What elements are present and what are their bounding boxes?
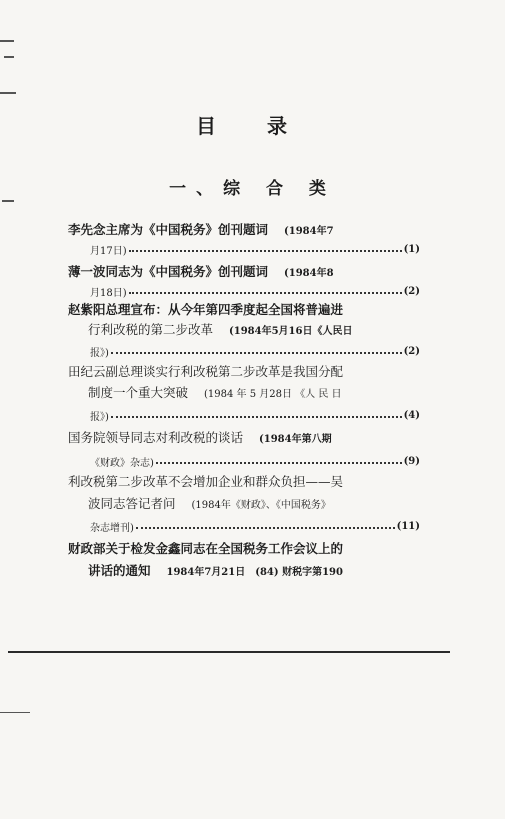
toc-entry-text: 赵紫阳总理宣布：从今年第四季度起全国将普遍进 (68, 302, 344, 317)
toc-entry-dots-line (90, 283, 420, 299)
toc-entry-dots-line (90, 518, 420, 534)
section-heading: 一、综 合 类 (169, 179, 336, 199)
toc-entry-date: 1984年7月21日 (84) 财税字第190 (166, 567, 343, 578)
toc-entry-date: (1984年5月16日《人民日 (229, 326, 353, 337)
scan-mark (0, 92, 16, 94)
toc-entry-title[interactable] (68, 222, 334, 240)
toc-entry-text: 国务院领导同志对利改税的谈话 (68, 430, 244, 445)
toc-entry-text: 波同志答记者问 (88, 496, 176, 511)
toc-entry-title[interactable] (68, 474, 343, 490)
toc-entry-text: 田纪云副总理谈实行利改税第二步改革是我国分配 (68, 364, 344, 379)
toc-entry-date: (1984 年 5 月28日 《人 民 日 (204, 389, 342, 400)
leader-dots (156, 462, 402, 464)
toc-entry-tail: 报》) (90, 347, 109, 359)
toc-entry-tail: 月17日) (90, 245, 127, 257)
toc-entry-tail: 月18日) (90, 287, 127, 299)
page-number: (11) (396, 520, 420, 532)
toc-entry-date: (1984年8 (284, 268, 334, 279)
toc-entry-continuation (88, 496, 331, 514)
page-number: (4) (403, 409, 420, 421)
leader-dots (129, 250, 402, 252)
toc-entry-text: 薄一波同志为《中国税务》创刊题词 (68, 264, 269, 279)
toc-entry-continuation (88, 322, 352, 340)
toc-entry-title[interactable] (68, 430, 332, 448)
toc-entry-continuation (88, 563, 343, 581)
page-number: (1) (403, 243, 420, 255)
leader-dots (136, 527, 395, 529)
toc-entry-dots-line (90, 241, 420, 257)
toc-entry-title[interactable] (68, 364, 343, 380)
toc-entry-dots-line (90, 453, 420, 469)
leader-dots (129, 292, 402, 294)
toc-entry-tail: 《财政》杂志) (90, 457, 154, 469)
toc-entry-continuation (88, 385, 342, 403)
leader-dots (111, 352, 402, 354)
toc-entry-date: (1984年第八期 (259, 434, 332, 445)
toc-entry-dots-line (90, 407, 420, 423)
horizontal-rule (8, 651, 450, 653)
toc-entry-dots-line (90, 343, 420, 359)
scan-mark (4, 56, 14, 58)
toc-entry-text: 讲话的通知 (88, 563, 151, 578)
toc-entry-text: 财政部关于检发金鑫同志在全国税务工作会议上的 (68, 541, 344, 556)
page-number: (9) (403, 455, 420, 467)
toc-entry-text: 利改税第二步改革不会增加企业和群众负担——吴 (68, 474, 344, 489)
toc-entry-date: (1984年《财政》、《中国税务》 (191, 500, 331, 511)
scan-mark (0, 712, 30, 713)
page-number: (2) (403, 345, 420, 357)
toc-entry-text: 李先念主席为《中国税务》创刊题词 (68, 222, 269, 237)
toc-entry-date: (1984年7 (284, 226, 334, 237)
toc-entry-title[interactable] (68, 264, 334, 282)
toc-entry-title[interactable] (68, 541, 343, 557)
page-title: 目 录 (196, 114, 309, 138)
toc-entry-tail: 报》) (90, 411, 109, 423)
toc-entry-text: 行利改税的第二步改革 (88, 322, 214, 337)
leader-dots (111, 416, 402, 418)
toc-entry-text: 制度一个重大突破 (88, 385, 189, 400)
scan-mark (0, 40, 14, 42)
toc-entry-title[interactable] (68, 302, 343, 318)
scan-mark (2, 200, 14, 202)
page-number: (2) (403, 285, 420, 297)
toc-entry-tail: 杂志增刊) (90, 522, 134, 534)
